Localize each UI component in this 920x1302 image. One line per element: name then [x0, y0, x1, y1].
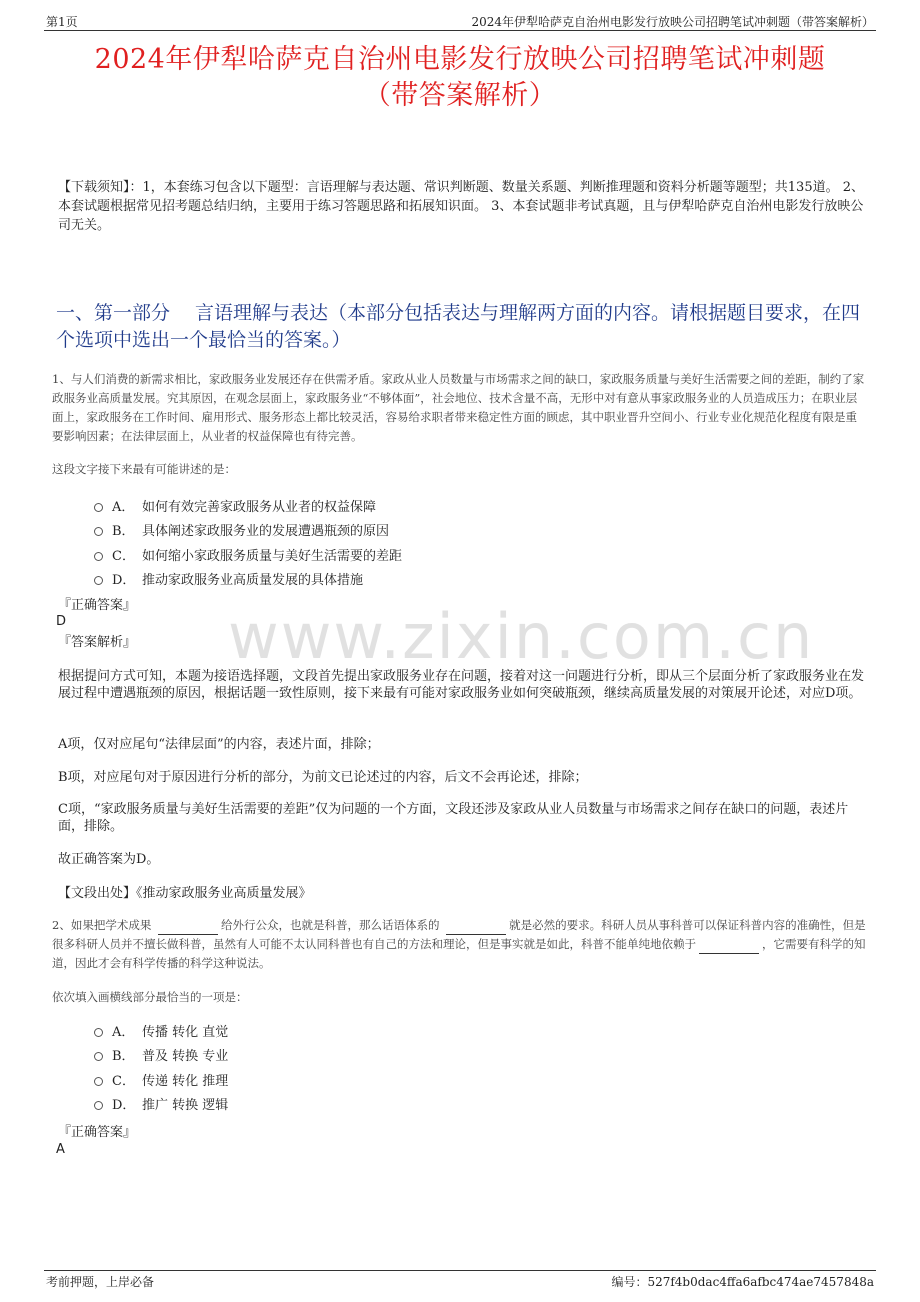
- page-title: [40, 42, 880, 114]
- analysis-paragraph: 故正确答案为D。: [58, 852, 160, 867]
- option-text: 具体阐述家政服务业的发展遭遇瓶颈的原因: [142, 524, 390, 540]
- option-letter: D．: [112, 573, 136, 589]
- question-1-analysis-label: 『答案解析』: [58, 635, 137, 650]
- radio-icon[interactable]: [94, 1052, 103, 1061]
- analysis-paragraph: 根据提问方式可知，本题为接语选择题，文段首先提出家政服务业存在问题，接着对这一问题进行分析，即从三个层面分析了家政服务业在发展过程中遭遇瓶颈的原因，根据话题一致性原则，接下来最有可能对家政服务业如何突破瓶颈，继续高质量发展的对策展开论述，对应D项。: [58, 669, 865, 701]
- question-2-option-c[interactable]: [94, 1067, 794, 1092]
- question-1-options: [94, 493, 794, 591]
- option-letter: C．: [112, 1073, 135, 1089]
- analysis-paragraph: A项，仅对应尾句“法律层面”的内容，表述片面，排除；: [58, 737, 380, 752]
- fill-blank: [699, 942, 759, 954]
- option-text: 如何有效完善家政服务从业者的权益保障: [142, 499, 377, 515]
- footer-document-id: 编号：527f4b0dac4ffa6afbc474ae7457848a: [611, 1275, 874, 1289]
- header-doc-title: 2024年伊犁哈萨克自治州电影发行放映公司招聘笔试冲刺题（带答案解析）: [471, 15, 874, 29]
- page-title-line2: （带答案解析）: [363, 80, 557, 111]
- footer-slogan: 考前押题，上岸必备: [46, 1275, 155, 1289]
- option-text: 如何缩小家政服务质量与美好生活需要的差距: [142, 548, 403, 564]
- analysis-paragraph: B项，对应尾句对于原因进行分析的部分，为前文已论述过的内容，后文不会再论述，排除；: [58, 770, 588, 785]
- fill-blank: [446, 923, 506, 935]
- option-letter: A．: [112, 1024, 135, 1040]
- option-letter: B．: [112, 524, 135, 540]
- question-1-option-b[interactable]: [94, 518, 794, 543]
- question-2-option-b[interactable]: [94, 1043, 794, 1068]
- download-notice: 【下载须知】：1，本套练习包含以下题型：言语理解与表达题、常识判断题、数量关系题、判断推理题和资料分析题等题型；共135道。 2、本套试题根据常见招考题总结归纳，主要用于练习答题思路和拓展知识面。 3、本套试题非考试真题，且与伊犁哈萨克自治州电影发行放映公司无关。: [58, 180, 864, 233]
- radio-icon[interactable]: [94, 1077, 103, 1086]
- header-divider: [44, 30, 876, 31]
- question-1-source: 【文段出处】《推动家政服务业高质量发展》: [58, 886, 312, 901]
- question-1-lead: 这段文字接下来最有可能讲述的是：: [52, 462, 236, 476]
- radio-icon[interactable]: [94, 1101, 103, 1110]
- option-letter: B．: [112, 1049, 135, 1065]
- page-title-line1: 2024年伊犁哈萨克自治州电影发行放映公司招聘笔试冲刺题: [94, 44, 826, 75]
- question-2-stem: [52, 916, 868, 973]
- question-2-lead: 依次填入画横线部分最恰当的一项是：: [52, 990, 248, 1004]
- question-2-stem-part: 给外行公众，也就是科普，那么话语体系的: [220, 918, 444, 932]
- radio-icon[interactable]: [94, 576, 103, 585]
- question-2-options: [94, 1018, 794, 1116]
- question-1-stem: 1、与人们消费的新需求相比，家政服务业发展还存在供需矛盾。家政从业人员数量与市场需求之间的缺口，家政服务质量与美好生活需要之间的差距，制约了家政服务业高质量发展。究其原因，在观念层面上，家政服务业“不够体面”，社会地位、技术含量不高，无形中对有意从事家政服务业的人员造成压力；在职业层面上，家政服务在工作时间、雇用形式、服务形态上都比较灵活，容易给求职者带来稳定性方面的顾虑，其中职业晋升空间小、行业专业化规范化程度有限是重要影响因素；在法律层面上，从业者的权益保障也有待完善。: [52, 372, 865, 443]
- radio-icon[interactable]: [94, 503, 103, 512]
- option-letter: C．: [112, 548, 135, 564]
- radio-icon[interactable]: [94, 527, 103, 536]
- question-1-option-a[interactable]: [94, 493, 794, 518]
- option-text: 普及 转换 专业: [142, 1049, 229, 1065]
- radio-icon[interactable]: [94, 1028, 103, 1037]
- question-1-option-d[interactable]: [94, 567, 794, 592]
- question-1-option-c[interactable]: [94, 542, 794, 567]
- option-text: 推动家政服务业高质量发展的具体措施: [142, 573, 364, 589]
- option-text: 传递 转化 推理: [142, 1073, 229, 1089]
- question-1-answer: D: [56, 614, 67, 629]
- section-title: 一、第一部分 言语理解与表达（本部分包括表达与理解两方面的内容。请根据题目要求，在四个选项中选出一个最恰当的答案。）: [56, 302, 861, 351]
- fill-blank: [158, 923, 218, 935]
- option-letter: D．: [112, 1098, 136, 1114]
- radio-icon[interactable]: [94, 552, 103, 561]
- analysis-paragraph: C项，“家政服务质量与美好生活需要的差距”仅为问题的一个方面，文段还涉及家政从业人员数量与市场需求之间存在缺口的问题，表述片面，排除。: [58, 802, 849, 834]
- footer-divider: [44, 1270, 876, 1271]
- question-2-answer-label: 『正确答案』: [58, 1125, 137, 1140]
- question-2-option-a[interactable]: [94, 1018, 794, 1043]
- question-1-answer-label: 『正确答案』: [58, 598, 137, 613]
- question-2-answer: A: [56, 1142, 65, 1157]
- question-2-stem-part: 就是必然的要求。科研人员从事科普可以保证科普内容的准确性，但是很多科研人员并不擅长做科普，虽然有人可能不太认同科普也有自己的方法和理论，但是事实就是如此，科普不能单纯地依赖于: [52, 918, 866, 951]
- page-number: 第1页: [46, 15, 78, 29]
- option-text: 传播 转化 直觉: [142, 1024, 229, 1040]
- watermark: www.zixin.com.cn: [228, 600, 815, 673]
- question-2-stem-part: ，它需要有科学的知道，因此才会有科学传播的科学这种说法。: [52, 937, 866, 970]
- option-letter: A．: [112, 499, 135, 515]
- question-2-option-d[interactable]: [94, 1092, 794, 1117]
- question-2-stem-part: 2、如果把学术成果: [52, 918, 155, 932]
- option-text: 推广 转换 逻辑: [142, 1098, 229, 1114]
